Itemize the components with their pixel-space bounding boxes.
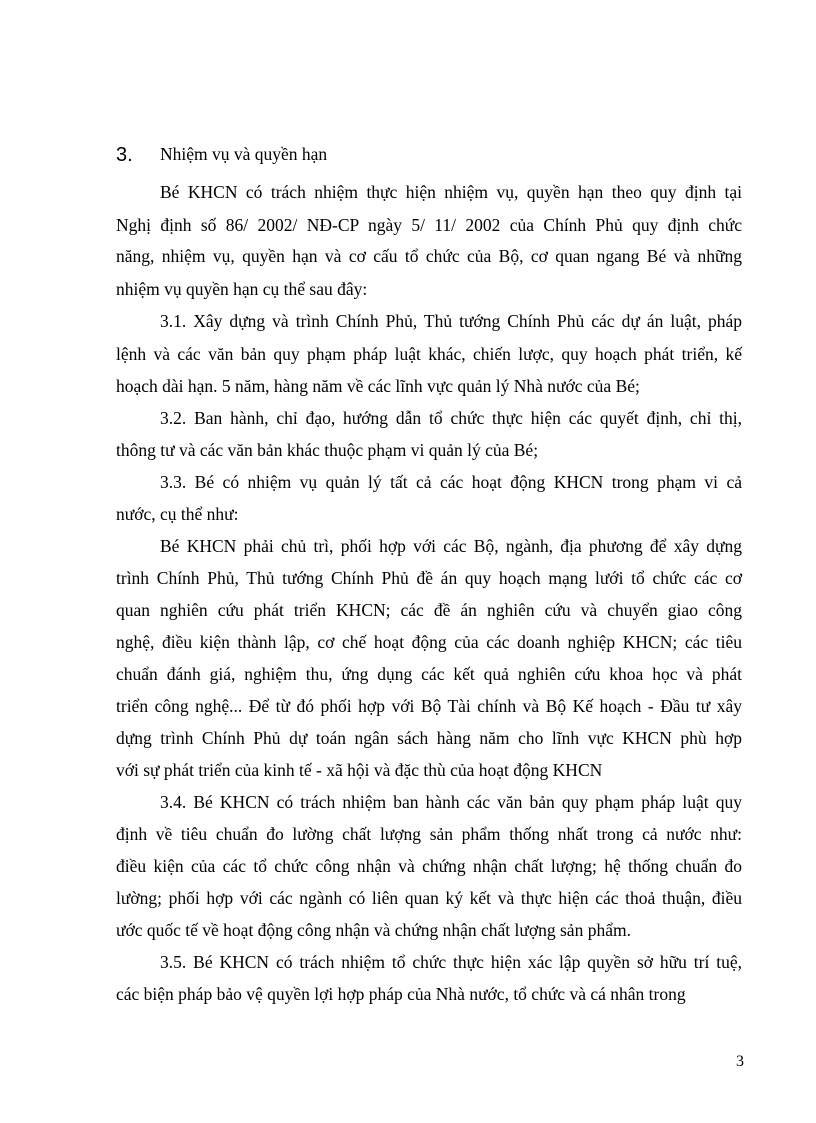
text-line: trình Chính Phủ, Thủ tướng Chính Phủ đề án quy hoạch mạng lưới tổ chức các cơ [116,568,742,588]
text-line: lệnh và các văn bản quy phạm pháp luật khác, chiến lược, quy hoạch phát triển, kế [116,344,742,364]
text-line: 3.3. Bé có nhiệm vụ quản lý tất cả các hoạt động KHCN trong phạm vi cả [160,472,742,492]
text-line: dựng trình Chính Phủ dự toán ngân sách hàng năm cho lĩnh vực KHCN phù hợp [116,728,742,748]
text-line: ước quốc tế về hoạt động công nhận và chứng nhận chất lượng sản phẩm. [116,920,631,940]
text-line: lường; phối hợp với các ngành có liên quan ký kết và thực hiện các thoả thuận, điều [116,888,742,908]
text-line: Nghị định số 86/ 2002/ NĐ-CP ngày 5/ 11/ 2002 của Chính Phủ quy định chức [116,215,742,235]
page-number: 3 [736,1053,744,1070]
text-line: định về tiêu chuẩn đo lường chất lượng sản phẩm thống nhất trong cả nước như: [116,824,742,844]
text-line: 3.5. Bé KHCN có trách nhiệm tổ chức thực hiện xác lập quyền sở hữu trí tuệ, [160,952,742,972]
text-line: Bé KHCN phải chủ trì, phối hợp với các Bộ, ngành, địa phương để xây dựng [160,536,742,556]
text-line: 3.2. Ban hành, chỉ đạo, hướng dẫn tổ chức thực hiện các quyết định, chỉ thị, [160,408,742,428]
text-line: 3.4. Bé KHCN có trách nhiệm ban hành các văn bản quy phạm pháp luật quy [160,792,742,812]
text-line: nhiệm vụ quyền hạn cụ thể sau đây: [116,279,368,299]
text-line: năng, nhiệm vụ, quyền hạn và cơ cấu tổ chức của Bộ, cơ quan ngang Bé và những [116,246,742,266]
text-line: triển công nghệ... Để từ đó phối hợp với Bộ Tài chính và Bộ Kế hoạch - Đầu tư xây [116,696,742,716]
text-line: hoạch dài hạn. 5 năm, hàng năm về các lĩnh vực quản lý Nhà nước của Bé; [116,376,640,396]
text-line: quan nghiên cứu phát triển KHCN; các đề án nghiên cứu và chuyển giao công [116,600,742,620]
text-line: thông tư và các văn bản khác thuộc phạm vi quản lý của Bé; [116,440,539,460]
text-line: với sự phát triển của kinh tế - xã hội và đặc thù của hoạt động KHCN [116,760,603,780]
text-line: điều kiện của các tổ chức công nhận và chứng nhận chất lượng; hệ thống chuẩn đo [116,856,742,876]
text-line: 3.1. Xây dựng và trình Chính Phủ, Thủ tướng Chính Phủ các dự án luật, pháp [160,311,742,331]
text-line: nước, cụ thể như: [116,504,239,524]
section-number: 3. [116,144,133,166]
section-title: Nhiệm vụ và quyền hạn [160,144,328,164]
text-line: các biện pháp bảo vệ quyền lợi hợp pháp của Nhà nước, tổ chức và cá nhân trong [116,984,686,1004]
text-line: Bé KHCN có trách nhiệm thực hiện nhiệm vụ, quyền hạn theo quy định tại [160,182,742,202]
text-line: nghệ, điều kiện thành lập, cơ chế hoạt động của các doanh nghiệp KHCN; các tiêu [116,632,742,652]
text-line: chuẩn đánh giá, nghiệm thu, ứng dụng các kết quả nghiên cứu khoa học và phát [116,664,742,684]
